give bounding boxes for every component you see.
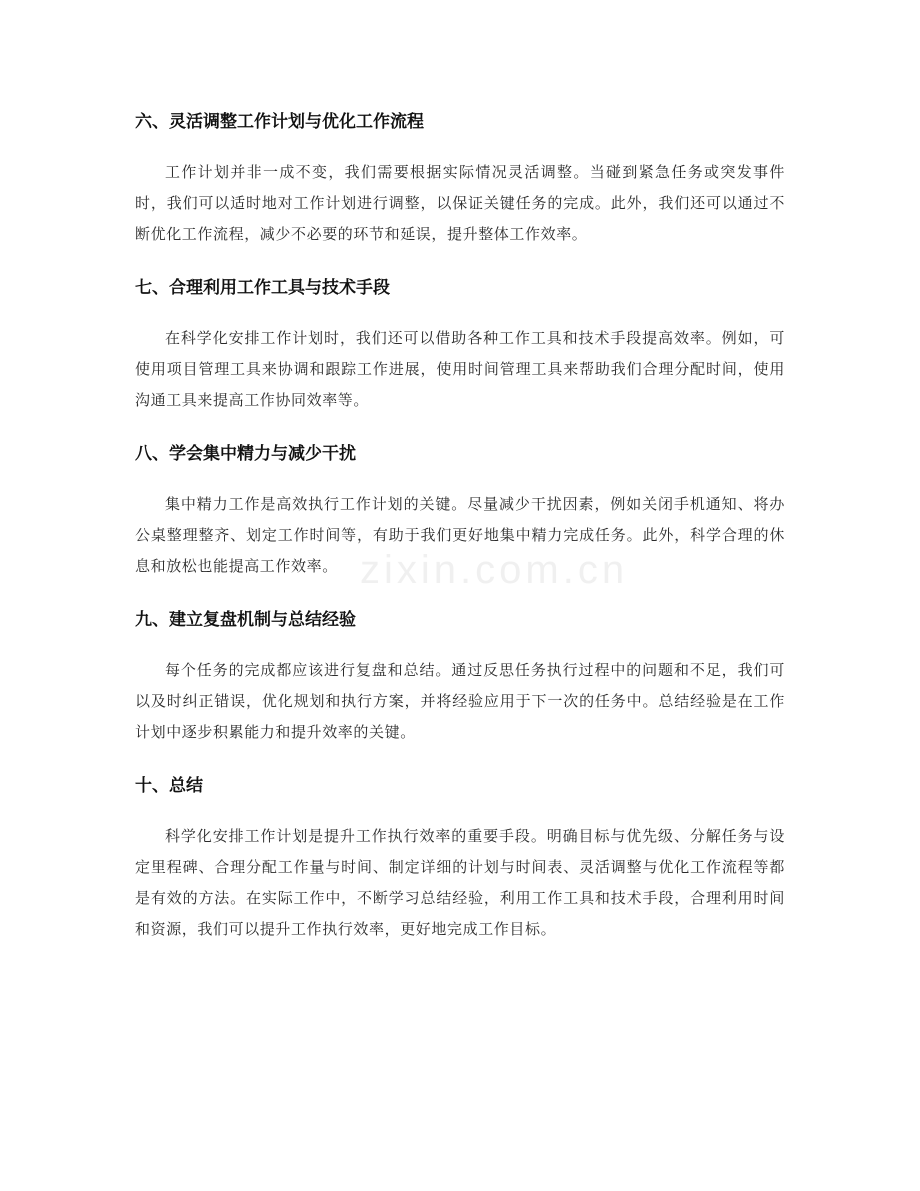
section-7 — [135, 270, 785, 416]
watermark: zixin.com.cn — [360, 548, 629, 592]
section-paragraph: 工作计划并非一成不变，我们需要根据实际情况灵活调整。当碰到紧急任务或突发事件时，我们可以适时地对工作计划进行调整，以保证关键任务的完成。此外，我们还可以通过不断优化工作流程，减少不必要的环节和延误，提升整体工作效率。 — [135, 163, 785, 243]
section-title: 八、学会集中精力与减少干扰 — [135, 444, 356, 464]
section-9 — [135, 602, 785, 748]
section-paragraph: 每个任务的完成都应该进行复盘和总结。通过反思任务执行过程中的问题和不足，我们可以及时纠正错误，优化规划和执行方案，并将经验应用于下一次的任务中。总结经验是在工作计划中逐步积累能力和提升效率的关键。 — [135, 661, 785, 741]
section-paragraph: 集中精力工作是高效执行工作计划的关键。尽量减少干扰因素，例如关闭手机通知、将办公桌整理整齐、划定工作时间等，有助于我们更好地集中精力完成任务。此外，科学合理的休息和放松也能提高工作效率。 — [135, 495, 785, 575]
section-title: 九、建立复盘机制与总结经验 — [135, 610, 356, 630]
section-10 — [135, 768, 785, 945]
section-paragraph: 在科学化安排工作计划时，我们还可以借助各种工作工具和技术手段提高效率。例如，可使用项目管理工具来协调和跟踪工作进展，使用时间管理工具来帮助我们合理分配时间，使用沟通工具来提高工作协同效率等。 — [135, 329, 785, 409]
section-title: 十、总结 — [135, 776, 203, 796]
section-title: 六、灵活调整工作计划与优化工作流程 — [135, 112, 424, 132]
section-title: 七、合理利用工作工具与技术手段 — [135, 278, 390, 298]
section-8 — [135, 436, 785, 582]
section-paragraph: 科学化安排工作计划是提升工作执行效率的重要手段。明确目标与优先级、分解任务与设定里程碑、合理分配工作量与时间、制定详细的计划与时间表、灵活调整与优化工作流程等都是有效的方法。在实际工作中，不断学习总结经验，利用工作工具和技术手段，合理利用时间和资源，我们可以提升工作执行效率，更好地完成工作目标。 — [135, 827, 785, 938]
document-body — [135, 104, 785, 945]
section-6 — [135, 104, 785, 250]
